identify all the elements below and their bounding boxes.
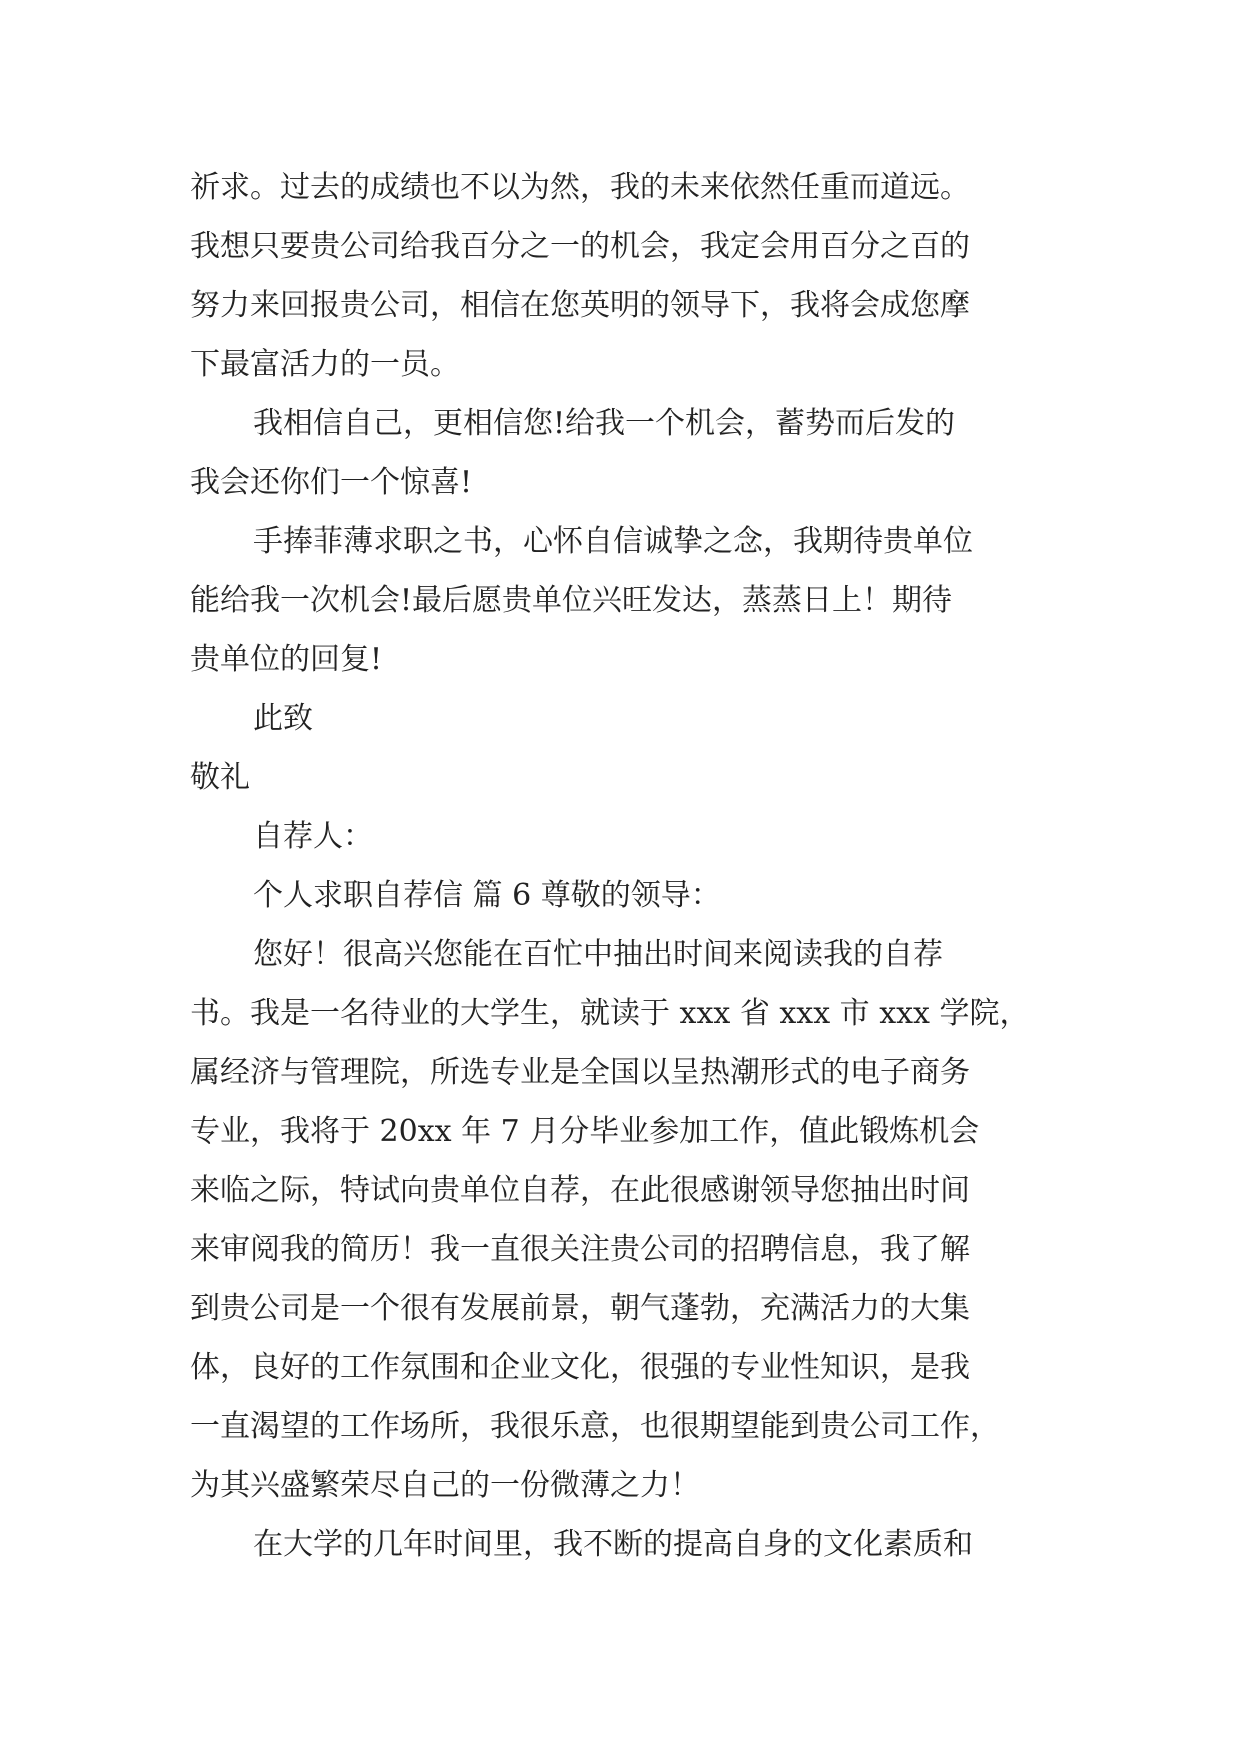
text-line: 体，良好的工作氛围和企业文化，很强的专业性知识，是我 <box>190 1350 970 1385</box>
text-line: 努力来回报贵公司，相信在您英明的领导下，我将会成您摩 <box>190 288 970 323</box>
text-line: 来临之际，特试向贵单位自荐，在此很感谢领导您抽出时间 <box>190 1173 970 1208</box>
document-body <box>190 158 1070 1574</box>
text-line: 您好！很高兴您能在百忙中抽出时间来阅读我的自荐 <box>253 937 943 972</box>
text-line: 到贵公司是一个很有发展前景，朝气蓬勃，充满活力的大集 <box>190 1291 970 1326</box>
text-line: 在大学的几年时间里，我不断的提高自身的文化素质和 <box>253 1527 973 1562</box>
text-line: 能给我一次机会!最后愿贵单位兴旺发达，蒸蒸日上！期待 <box>190 583 953 618</box>
text-line: 一直渴望的工作场所，我很乐意，也很期望能到贵公司工作， <box>190 1409 1000 1444</box>
text-line: 手捧菲薄求职之书，心怀自信诚挚之念，我期待贵单位 <box>253 524 973 559</box>
text-line: 我想只要贵公司给我百分之一的机会，我定会用百分之百的 <box>190 229 970 264</box>
text-line: 此致 <box>253 701 313 736</box>
text-line: 专业，我将于 20xx 年 7 月分毕业参加工作，值此锻炼机会 <box>190 1114 980 1149</box>
text-line: 来审阅我的简历！我一直很关注贵公司的招聘信息，我了解 <box>190 1232 970 1267</box>
text-line: 贵单位的回复! <box>190 642 383 677</box>
text-line: 个人求职自荐信 篇 6 尊敬的领导： <box>253 878 721 913</box>
text-line: 属经济与管理院，所选专业是全国以呈热潮形式的电子商务 <box>190 1055 970 1090</box>
text-line: 书。我是一名待业的大学生，就读于 xxx 省 xxx 市 xxx 学院， <box>190 996 1030 1031</box>
text-line: 祈求。过去的成绩也不以为然，我的未来依然任重而道远。 <box>190 170 970 205</box>
text-line: 为其兴盛繁荣尽自己的一份微薄之力！ <box>190 1468 700 1503</box>
text-line: 自荐人： <box>253 819 373 854</box>
text-line: 我相信自己，更相信您!给我一个机会，蓄势而后发的 <box>253 406 956 441</box>
text-line: 下最富活力的一员。 <box>190 347 460 382</box>
text-line: 我会还你们一个惊喜! <box>190 465 473 500</box>
text-line: 敬礼 <box>190 760 250 795</box>
